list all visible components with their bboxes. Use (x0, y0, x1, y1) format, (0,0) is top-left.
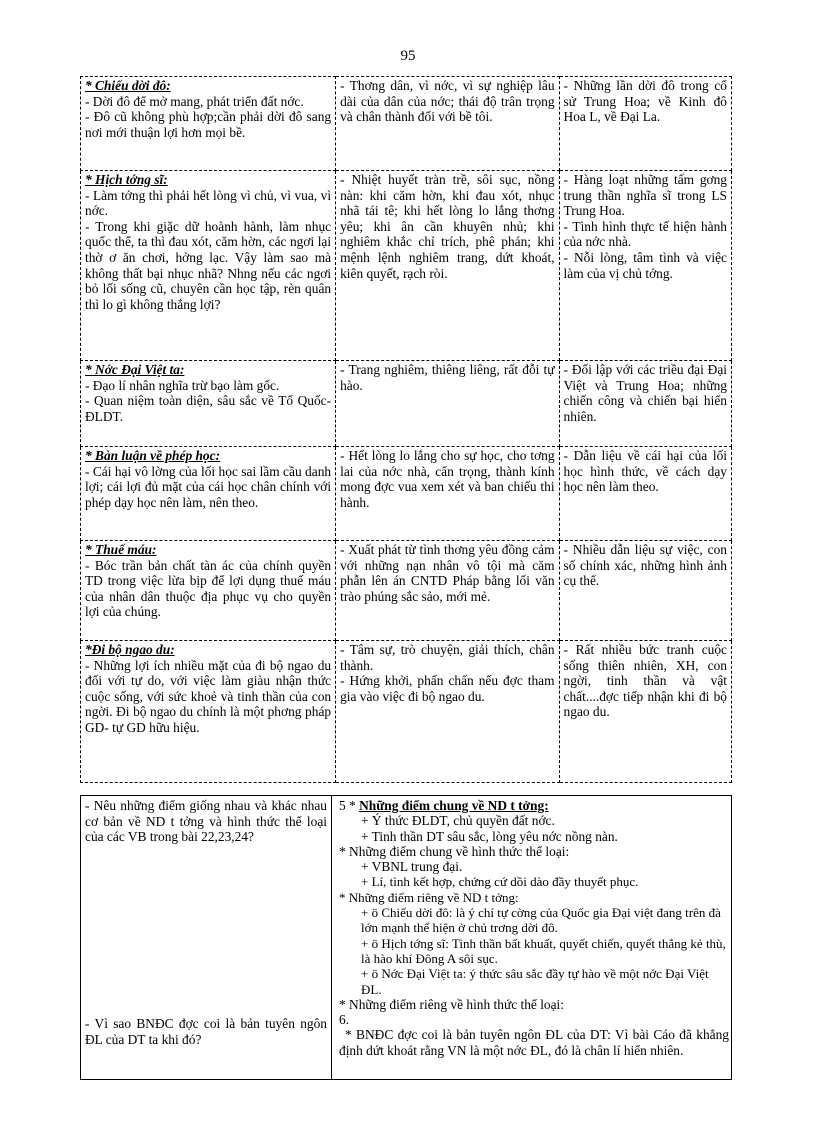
table-row (81, 541, 732, 641)
cell-text: - Dẫn liệu về cái hại của lối học hình thức, về cách dạy học nên làm theo. (563, 448, 727, 495)
cell-text: - Tình hình thực tế hiện hành của nớc nhà. (563, 218, 727, 250)
answer-line: + Ý thức ĐLDT, chủ quyền đất nớc. (361, 813, 555, 829)
topic-content: - Dời đô để mở mang, phát triển đất nớc. (85, 93, 304, 109)
sentiment-cell (336, 171, 559, 361)
table-row (81, 447, 732, 541)
column-divider (331, 796, 332, 1079)
evidence-cell (559, 447, 731, 541)
cell-text: - Những lần dời đô trong cổ sử Trung Hoa; về Kinh đô Hoa L, về Đại La. (563, 78, 727, 125)
answer-line: + ö Hịch tớng sĩ: Tinh thần bất khuất, quyết chiến, quyết thắng kẻ thù, là hào khí Đông A sôi sục. (361, 935, 726, 966)
cell-text: - Tâm sự, trò chuyện, giải thích, chân thành. (340, 642, 555, 673)
cell-text: - Nhiều dẫn liệu sự việc, con số chính xác, những hình ảnh cụ thể. (563, 542, 727, 589)
cell-text: - Trang nghiêm, thiêng liêng, rất đỗi tự hào. (340, 362, 555, 393)
topic-cell (81, 541, 336, 641)
topic-content: - Quan niệm toàn diện, sâu sắc về Tổ Quốc- ĐLDT. (85, 393, 332, 424)
answer-line: * Những điểm chung về hình thức thể loại: (339, 843, 570, 859)
answer-line: * Những điểm riêng về hình thức thể loại: (339, 996, 564, 1012)
cell-text: - Thơng dân, vì nớc, vì sự nghiệp lâu dài của dân của nớc; thái độ trân trọng và chân thành đối với bề tôi. (340, 78, 555, 125)
topic-cell (81, 641, 336, 783)
sentiment-cell (336, 77, 559, 171)
topic-content: - Đạo lí nhân nghĩa trừ bạo làm gốc. (85, 377, 280, 393)
page-number: 95 (400, 48, 416, 64)
topic-content: - Đô cũ không phù hợp;cần phải dời đô sang nơi mới thuận lợi hơn mọi bề. (85, 109, 332, 140)
table-row (81, 361, 732, 447)
answer-line: + ö Nớc Đại Việt ta: ý thức sâu sắc đầy tự hào về một nớc Đại Việt ĐL. (361, 966, 709, 997)
cell-text: - Nỗi lòng, tâm tình và việc làm của vị chủ tớng. (563, 249, 727, 281)
cell-text: - Hứng khởi, phấn chấn nếu đợc tham gia vào việc đi bộ ngao du. (340, 673, 555, 704)
summary-table (80, 76, 732, 783)
table-row (81, 171, 732, 361)
answer-heading: 5 * Những điểm chung về ND t tởng: (339, 798, 549, 813)
answer-line: + Lí, tình kết hợp, chứng cứ dồi dào đầy thuyết phục. (361, 874, 639, 890)
topic-content: - Trong khi giặc dữ hoành hành, làm nhục quốc thể, ta thì đau xót, căm hờn, các ngơi lại thờ ơ ăn chơi, hởng lạc. Vậy làm sao mà không thất bại nhục nhã? Nhng nếu các ngơi bỏ lối sống cũ, chuyên cần học tập, rèn quân thì lo gì không thắng lợi? (85, 218, 332, 312)
answer-line: * Những điểm riêng về ND t tởng: (339, 889, 519, 905)
topic-heading: * Nớc Đại Việt ta: (85, 362, 185, 377)
evidence-cell (559, 641, 731, 783)
sentiment-cell (336, 541, 559, 641)
cell-text: - Đối lập với các triều đại Đại Việt và Trung Hoa; những chiến công và chiến bại hiển nhiên. (563, 362, 727, 424)
evidence-cell (559, 541, 731, 641)
question-2: - Vì sao BNĐC đợc coi là bản tuyên ngôn ĐL của DT ta khi đó? (85, 1016, 327, 1047)
evidence-cell (559, 361, 731, 447)
evidence-cell (559, 77, 731, 171)
cell-text: - Nhiệt huyết tràn trề, sôi sục, nồng nàn: khi căm hờn, khi đau xót, nhục nhã tái tê; khi hết lòng lo lắng thơng yêu; khi ân cần khuyên nhủ; khi nghiêm khắc chỉ trích, phê phán; khi mệnh lệnh nghiêm trang, dứt khoát, kiên quyết, rạch ròi. (340, 172, 555, 281)
cell-text: - Hết lòng lo lắng cho sự học, cho tơng lai của nớc nhà, cẩn trọng, thành kính mong đợc vua xem xét và ban chiếu thi hành. (340, 448, 555, 510)
table-row (81, 77, 732, 171)
answer-line: * BNĐC đợc coi là bản tuyên ngôn ĐL của DT: Vì bài Cáo đã khẳng định dứt khoát rằng VN là một nớc ĐL, đó là chân lí hiển nhiên. (339, 1027, 729, 1058)
sentiment-cell (336, 641, 559, 783)
cell-text: - Xuất phát từ tình thơng yêu đồng cảm với những nạn nhân vô tội mà căm phẫn lên án CNTD Pháp bằng lối văn trào phúng sắc sảo, mới mẻ. (340, 542, 555, 604)
sentiment-cell (336, 447, 559, 541)
answer-line: + ö Chiếu dời đô: là ý chí tự cờng của Quốc gia Đại việt đang trên đà lớn mạnh thể hiện ở chủ trơng dời đô. (361, 905, 721, 936)
topic-content: - Những lợi ích nhiều mặt của đi bộ ngao du đối với tự do, với việc làm giàu nhận thức cuộc sống, với sức khoẻ và tinh thần của con ngời. Đi bộ ngao du chính là một phơng pháp GD- tự GD hữu hiệu. (85, 657, 332, 735)
topic-heading: * Chiếu dời đô: (85, 78, 171, 93)
topic-heading: * Thuế máu: (85, 542, 157, 557)
sentiment-cell (336, 361, 559, 447)
topic-content: - Cái hại vô lờng của lối học sai lầm cầu danh lợi; cái lợi đủ mặt của cái học chân chính với phép dạy học nên làm, nên theo. (85, 463, 332, 510)
topic-cell (81, 171, 336, 361)
cell-text: - Hàng loạt những tấm gơng trung thần nghĩa sĩ trong LS Trung Hoa. (563, 172, 727, 219)
question-1: - Nêu những điểm giống nhau và khác nhau cơ bản về ND t tởng và hình thức thể loại của các VB trong bài 22,23,24? (85, 798, 327, 845)
topic-cell (81, 361, 336, 447)
table-row (81, 641, 732, 783)
answer-line: + VBNL trung đại. (361, 859, 463, 875)
answer-line: + Tinh thần DT sâu sắc, lòng yêu nớc nồng nàn. (361, 828, 618, 844)
topic-content: - Làm tớng thì phải hết lòng vì chủ, vì vua, vì nớc. (85, 187, 332, 219)
topic-cell (81, 77, 336, 171)
cell-text: - Rất nhiều bức tranh cuộc sống thiên nhiên, XH, con ngời, tinh thần và vật chất....đợc tiếp nhận khi đi bộ ngao du. (563, 642, 727, 720)
answer-block (339, 798, 729, 1058)
topic-content: - Bóc trần bản chất tàn ác của chính quyền TD trong việc lừa bịp để lợi dụng thuế máu của nhân dân thuộc địa phục vụ cho quyền lợi của chúng. (85, 557, 332, 620)
evidence-cell (559, 171, 731, 361)
bottom-section (80, 795, 732, 1080)
answer-line: 6. (339, 1012, 350, 1028)
topic-heading: * Bàn luận về phép học: (85, 448, 221, 463)
topic-cell (81, 447, 336, 541)
topic-heading: * Hịch tớng sĩ: (85, 172, 168, 187)
topic-heading: *Đi bộ ngao du: (85, 642, 175, 657)
